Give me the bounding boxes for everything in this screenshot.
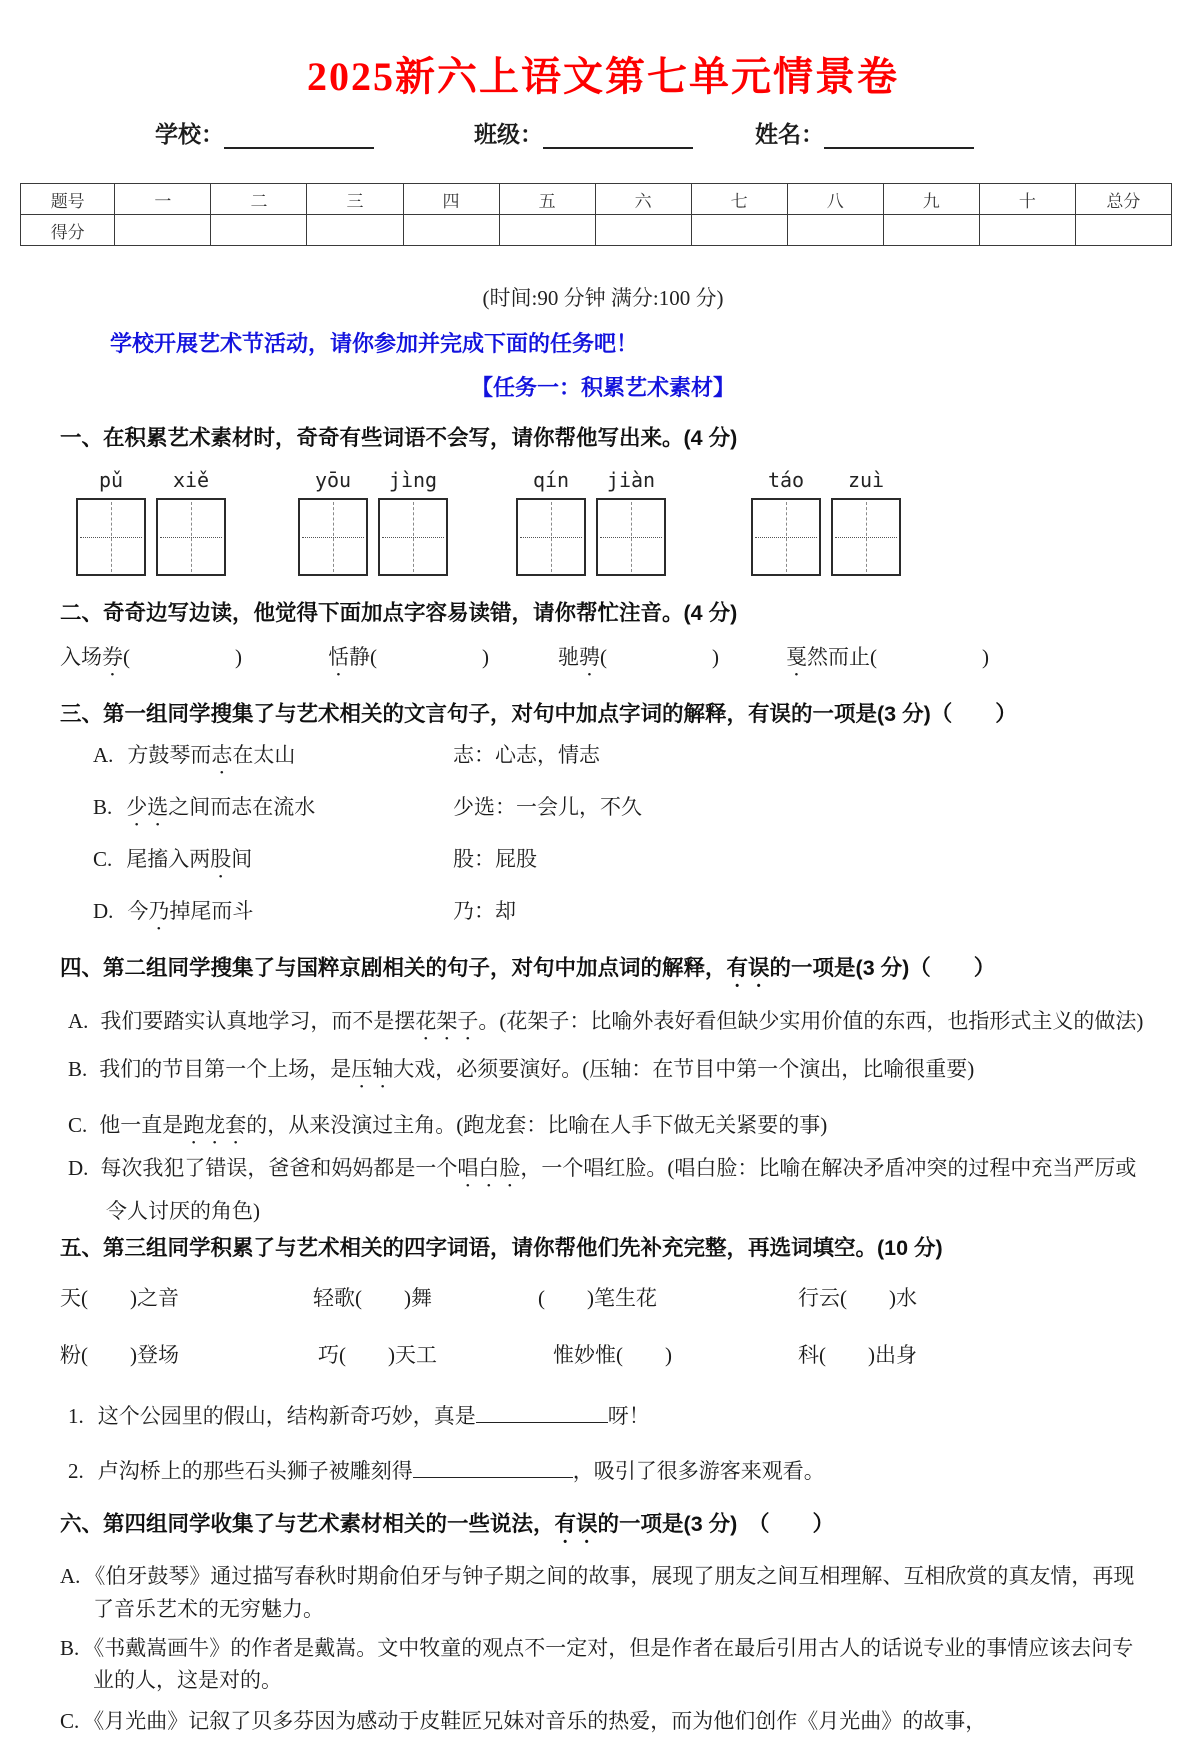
score-table-cell: 三: [307, 184, 403, 215]
score-table-cell: 二: [211, 184, 307, 215]
q4-text: 我们要踏实认真地学习，而不是摆: [100, 1008, 416, 1033]
q2-word: 入场: [60, 645, 102, 670]
q4-header-dotted: 有误: [726, 955, 770, 980]
q2-answer-blank[interactable]: ( ): [600, 645, 719, 670]
option-label: C.: [68, 1112, 88, 1137]
q3-option-d[interactable]: [60, 899, 1146, 935]
question5-header: 五、第三组同学积累了与艺术相关的四字词语，请你帮他们先补充完整，再选词填空。(10 分): [60, 1235, 943, 1260]
q2-answer-blank[interactable]: ( ): [870, 645, 989, 670]
score-empty-cell[interactable]: [787, 215, 883, 246]
q5-fill-blank-1[interactable]: [476, 1401, 608, 1423]
q6-option-a[interactable]: [60, 1560, 1146, 1625]
q3-text: 方鼓琴而: [127, 742, 212, 767]
item-number: 1.: [68, 1404, 84, 1429]
q5-idioms-row-2: [60, 1339, 1146, 1369]
q4-text: 的，从来没演过主角。(跑龙套：比喻在人手下做无关紧要的事): [246, 1112, 828, 1137]
q5-idiom-blank[interactable]: 惟妙惟( ): [553, 1343, 672, 1368]
q2-dotted-char: 券: [102, 645, 123, 670]
character-writing-box[interactable]: [516, 498, 586, 576]
q6-text: 《伯牙鼓琴》通过描写春秋时期俞伯牙与钟子期之间的故事，展现了朋友之间互相理解、互相欣赏的真友情，再现了音乐艺术的无穷魅力。: [84, 1564, 1135, 1621]
q2-item-3: [558, 641, 786, 681]
scenario-intro: 学校开展艺术节活动，请你参加并完成下面的任务吧！: [110, 331, 639, 356]
q6-header-dotted: 有误: [554, 1512, 598, 1537]
q4-option-d[interactable]: [60, 1149, 1146, 1231]
q4-text: 大戏，必须要演好。(压轴：在节目中第一个演出，比喻很重要): [393, 1056, 975, 1081]
q4-text: 他一直是: [99, 1112, 184, 1137]
q3-dotted-char: 股: [210, 846, 232, 871]
score-table-cell: 十: [979, 184, 1075, 215]
q5-text: 呀！: [607, 1404, 650, 1429]
q3-text: 掉尾而斗: [169, 898, 254, 923]
score-empty-cell[interactable]: [499, 215, 595, 246]
q2-item-1: [60, 641, 328, 681]
q3-explanation: 股：屁股: [453, 846, 537, 871]
score-empty-cell[interactable]: [211, 215, 307, 246]
q6-text: 《书戴嵩画牛》的作者是戴嵩。文中牧童的观点不一定对，但是作者在最后引用古人的话说专业的事情应该去问专业的人，这是对的。: [83, 1635, 1134, 1693]
student-info-line: [155, 116, 1146, 149]
name-field: [755, 116, 974, 149]
q6-text: 《月光曲》记叙了贝多芬因为感动于皮鞋匠兄妹对音乐的热爱，而为他们创作《月光曲》的故事，: [83, 1708, 987, 1733]
pinyin-group-2: [298, 468, 448, 492]
q4-dotted-word: 花架子: [415, 1008, 479, 1033]
writing-grid-group-3: [516, 498, 666, 576]
pinyin-syllable: pǔ: [98, 467, 124, 492]
q4-text: 每次我犯了错误，爸爸和妈妈都是一个: [100, 1155, 458, 1180]
time-score-line: (时间:90 分钟 满分:100 分): [482, 286, 724, 310]
task1-title: 【任务一：积累艺术素材】: [470, 375, 735, 400]
score-table: [20, 183, 1172, 246]
score-table-cell: 题号: [21, 184, 115, 215]
score-table-cell: 七: [691, 184, 787, 215]
school-label: 学校：: [155, 121, 224, 147]
score-row-label: 得分: [21, 215, 115, 246]
character-writing-box[interactable]: [596, 498, 666, 576]
q5-text: ，吸引了很多游客来观看。: [572, 1459, 825, 1484]
q5-idiom-blank[interactable]: ( )笔生花: [538, 1286, 657, 1311]
score-table-cell: 四: [403, 184, 499, 215]
class-blank-line[interactable]: [543, 122, 693, 149]
writing-grid-row: [60, 498, 1146, 576]
q4-dotted-word: 压轴: [351, 1056, 394, 1081]
q5-idioms-row-1: [60, 1282, 1146, 1312]
q3-sentence: [93, 847, 453, 883]
q3-sentence: [93, 899, 453, 935]
character-writing-box[interactable]: [298, 498, 368, 576]
option-label: B.: [93, 794, 113, 819]
pinyin-group-1: [76, 468, 226, 492]
character-writing-box[interactable]: [156, 498, 226, 576]
q3-dotted-char: 乃: [148, 898, 170, 923]
option-label: B.: [68, 1056, 88, 1081]
q3-option-a[interactable]: [60, 743, 1146, 779]
q2-item-4: [786, 641, 989, 681]
q3-text: 间: [231, 846, 253, 871]
q2-dotted-char: 恬: [328, 645, 349, 670]
score-table-cell: 八: [787, 184, 883, 215]
character-writing-box[interactable]: [378, 498, 448, 576]
score-empty-cell[interactable]: [115, 215, 211, 246]
option-label: D.: [93, 898, 114, 923]
score-table-cell: 一: [115, 184, 211, 215]
pinyin-group-4: [751, 468, 901, 492]
option-label: A.: [93, 742, 114, 767]
q3-sentence: [93, 795, 453, 831]
q6-option-b[interactable]: [60, 1632, 1146, 1697]
q4-header-text: 四、第二组同学搜集了与国粹京剧相关的句子，对句中加点词的解释，: [60, 955, 727, 980]
score-empty-cell[interactable]: [1075, 215, 1171, 246]
name-label: 姓名：: [755, 121, 824, 147]
score-table-cell: 总分: [1075, 184, 1171, 215]
question3-header: 三、第一组同学搜集了与艺术相关的文言句子，对句中加点字词的解释，有误的一项是(3 分)（ ）: [60, 702, 1017, 727]
q5-text: 这个公园里的假山，结构新奇巧妙，真是: [97, 1404, 476, 1429]
question4-header: [60, 955, 1146, 992]
q4-dotted-word: 跑龙套: [183, 1112, 247, 1137]
q4-header-text: 的一项是(3 分)（ ）: [769, 955, 996, 980]
q5-idiom-blank[interactable]: 巧( )天工: [318, 1343, 437, 1368]
option-label: A.: [68, 1008, 89, 1033]
option-label: B.: [60, 1635, 80, 1660]
writing-grid-group-1: [76, 498, 226, 576]
pinyin-syllable: yōu: [314, 467, 352, 492]
q5-idiom-blank[interactable]: 天( )之音: [60, 1286, 179, 1311]
q5-idiom-blank[interactable]: 粉( )登场: [60, 1343, 179, 1368]
q5-idiom-blank[interactable]: 科( )出身: [798, 1343, 917, 1368]
option-label: A.: [60, 1564, 81, 1589]
score-empty-cell[interactable]: [691, 215, 787, 246]
q3-text: 之间而志在流水: [168, 794, 316, 819]
option-label: D.: [68, 1155, 89, 1180]
pinyin-row: [60, 468, 1146, 492]
pinyin-syllable: qín: [532, 467, 570, 492]
character-writing-box[interactable]: [751, 498, 821, 576]
q2-word: 驰: [558, 645, 579, 670]
pinyin-syllable: zuì: [847, 467, 885, 492]
q2-word: 静: [349, 645, 370, 670]
q5-sentence-1: [60, 1400, 1146, 1430]
q4-text: 。(花架子：比喻外表好看但缺少实用价值的东西，也指形式主义的做法): [478, 1008, 1144, 1033]
q4-dotted-word: 唱白脸: [457, 1155, 521, 1180]
writing-grid-group-4: [751, 498, 901, 576]
item-number: 2.: [68, 1459, 84, 1484]
class-label: 班级：: [474, 121, 543, 147]
q3-sentence: [93, 743, 453, 779]
q5-fill-blank-2[interactable]: [413, 1456, 573, 1478]
pinyin-group-3: [516, 468, 666, 492]
q4-text: 我们的节目第一个上场，是: [99, 1056, 352, 1081]
score-empty-cell[interactable]: [883, 215, 979, 246]
character-writing-box[interactable]: [831, 498, 901, 576]
score-empty-cell[interactable]: [307, 215, 403, 246]
q2-answer-blank[interactable]: ( ): [123, 645, 242, 670]
q3-option-c[interactable]: [60, 847, 1146, 883]
question6-header: [60, 1511, 1146, 1548]
score-table-cell: 六: [595, 184, 691, 215]
option-label: C.: [60, 1708, 80, 1733]
score-empty-cell[interactable]: [403, 215, 499, 246]
q6-option-c[interactable]: [60, 1705, 1146, 1737]
q5-idiom-blank[interactable]: 轻歌( )舞: [313, 1286, 432, 1311]
q2-word: 然而止: [807, 645, 870, 670]
option-label: C.: [93, 846, 113, 871]
q3-text: 今: [127, 898, 149, 923]
score-table-cell: 五: [499, 184, 595, 215]
q3-dotted-char: 少选: [126, 794, 169, 819]
question1-header: 一、在积累艺术素材时，奇奇有些词语不会写，请你帮他写出来。(4 分): [60, 426, 738, 450]
q2-dotted-char: 骋: [579, 645, 600, 670]
school-blank-line[interactable]: [224, 122, 374, 149]
pinyin-syllable: jiàn: [606, 467, 656, 492]
q4-option-c[interactable]: [60, 1106, 1146, 1149]
q2-item-2: [328, 641, 558, 681]
q2-dotted-char: 戛: [786, 645, 807, 670]
q4-option-b[interactable]: [60, 1050, 1146, 1093]
writing-grid-group-2: [298, 498, 448, 576]
question2-items: [60, 641, 1146, 681]
q5-text: 卢沟桥上的那些石头狮子被雕刻得: [97, 1459, 413, 1484]
pinyin-syllable: xiě: [172, 467, 210, 492]
q6-header-text: 的一项是(3 分) （ ）: [597, 1512, 835, 1537]
q3-explanation: 少选：一会儿，不久: [453, 794, 642, 819]
page-title: 2025新六上语文第七单元情景卷: [307, 54, 899, 99]
score-empty-cell[interactable]: [595, 215, 691, 246]
q4-option-a[interactable]: [60, 1002, 1146, 1045]
name-blank-line[interactable]: [824, 122, 974, 149]
q3-option-b[interactable]: [60, 795, 1146, 831]
q2-answer-blank[interactable]: ( ): [370, 645, 489, 670]
q4-text: ，一个唱红脸。(唱白脸：比喻在解决矛盾冲突的过程中充当严厉或令人讨厌的角色): [106, 1155, 1137, 1223]
q3-explanation: 志：心志，情志: [453, 742, 600, 767]
q3-text: 尾搐入两: [126, 846, 211, 871]
score-empty-cell[interactable]: [979, 215, 1075, 246]
pinyin-syllable: jìng: [388, 467, 438, 492]
q5-sentence-2: [60, 1455, 1146, 1485]
q5-idiom-blank[interactable]: 行云( )水: [798, 1286, 917, 1311]
class-field: [474, 116, 693, 149]
q3-dotted-char: 志: [211, 742, 233, 767]
q3-text: 在太山: [232, 742, 296, 767]
score-table-cell: 九: [883, 184, 979, 215]
score-table-header-row: [21, 184, 1172, 215]
score-table-score-row: [21, 215, 1172, 246]
school-field: [155, 116, 374, 149]
pinyin-syllable: táo: [767, 467, 805, 492]
q3-explanation: 乃：却: [453, 898, 516, 923]
q6-header-text: 六、第四组同学收集了与艺术素材相关的一些说法，: [60, 1512, 555, 1537]
character-writing-box[interactable]: [76, 498, 146, 576]
question2-header: 二、奇奇边写边读，他觉得下面加点字容易读错，请你帮忙注音。(4 分): [60, 600, 738, 625]
